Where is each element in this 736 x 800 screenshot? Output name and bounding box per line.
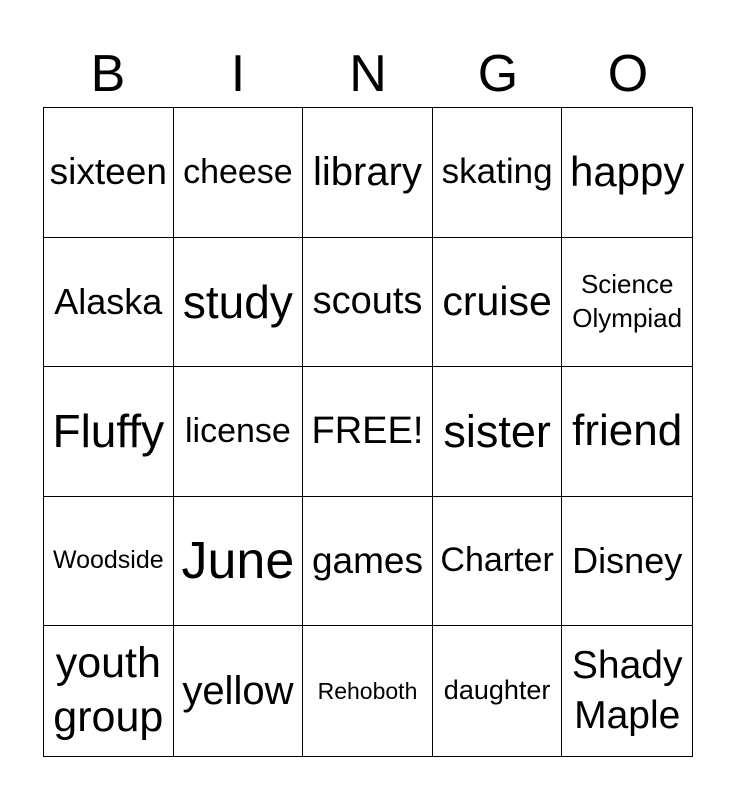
bingo-cell-r1-c4[interactable]: [433, 108, 563, 238]
bingo-cell-r4-c5[interactable]: [562, 497, 692, 627]
bingo-cell-r4-c2[interactable]: [174, 497, 304, 627]
header-letter-b: B: [90, 45, 126, 103]
bingo-cell-r2-c3[interactable]: [303, 238, 433, 368]
bingo-cell-r5-c1[interactable]: [44, 626, 174, 756]
bingo-cell-r2-c5[interactable]: [562, 238, 692, 368]
cell-label: sister: [443, 405, 551, 457]
bingo-cell-r1-c1[interactable]: [44, 108, 174, 238]
header-letter-n: N: [349, 45, 387, 103]
bingo-cell-r4-c4[interactable]: [433, 497, 563, 627]
cell-label: Disney: [572, 540, 683, 582]
bingo-board: [43, 107, 693, 757]
cell-label: happy: [569, 148, 685, 196]
bingo-cell-r3-c3[interactable]: [303, 367, 433, 497]
bingo-cell-r1-c3[interactable]: [303, 108, 433, 238]
header-letter-i: I: [230, 45, 246, 103]
bingo-cell-r2-c2[interactable]: [174, 238, 304, 368]
cell-label: study: [182, 275, 293, 328]
bingo-cell-r3-c2[interactable]: [174, 367, 304, 497]
cell-label: FREE!: [311, 409, 424, 452]
cell-label: Science Olympiad: [572, 269, 683, 333]
bingo-cell-r1-c5[interactable]: [562, 108, 692, 238]
cell-label: Woodside: [52, 546, 164, 575]
bingo-cell-r2-c4[interactable]: [433, 238, 563, 368]
cell-label: daughter: [443, 675, 551, 706]
header-letter-g: G: [477, 45, 519, 103]
cell-label: skating: [441, 152, 553, 192]
bingo-cell-r1-c2[interactable]: [174, 108, 304, 238]
cell-label: Shady Maple: [571, 643, 683, 738]
cell-label: youth group: [53, 639, 164, 742]
bingo-cell-r4-c1[interactable]: [44, 497, 174, 627]
bingo-cell-r3-c4[interactable]: [433, 367, 563, 497]
cell-label: Alaska: [54, 281, 163, 323]
cell-label: license: [184, 411, 291, 450]
bingo-header: [43, 42, 693, 106]
cell-label: library: [313, 150, 422, 195]
cell-label: Fluffy: [52, 405, 165, 458]
cell-label: friend: [572, 406, 683, 456]
header-letter-o: O: [607, 45, 649, 103]
cell-label: cruise: [442, 278, 552, 325]
bingo-cell-r5-c5[interactable]: [562, 626, 692, 756]
bingo-cell-r5-c2[interactable]: [174, 626, 304, 756]
cell-label: June: [181, 531, 295, 590]
bingo-cell-r5-c4[interactable]: [433, 626, 563, 756]
cell-label: cheese: [183, 152, 293, 191]
bingo-cell-r4-c3[interactable]: [303, 497, 433, 627]
bingo-cell-r3-c1[interactable]: [44, 367, 174, 497]
cell-label: Charter: [440, 541, 554, 580]
cell-label: yellow: [182, 669, 294, 714]
bingo-cell-r3-c5[interactable]: [562, 367, 692, 497]
cell-label: sixteen: [49, 150, 167, 192]
bingo-cell-r2-c1[interactable]: [44, 238, 174, 368]
cell-label: Rehoboth: [317, 677, 418, 704]
cell-label: scouts: [312, 279, 423, 322]
bingo-cell-r5-c3[interactable]: [303, 626, 433, 756]
cell-label: games: [311, 539, 424, 581]
